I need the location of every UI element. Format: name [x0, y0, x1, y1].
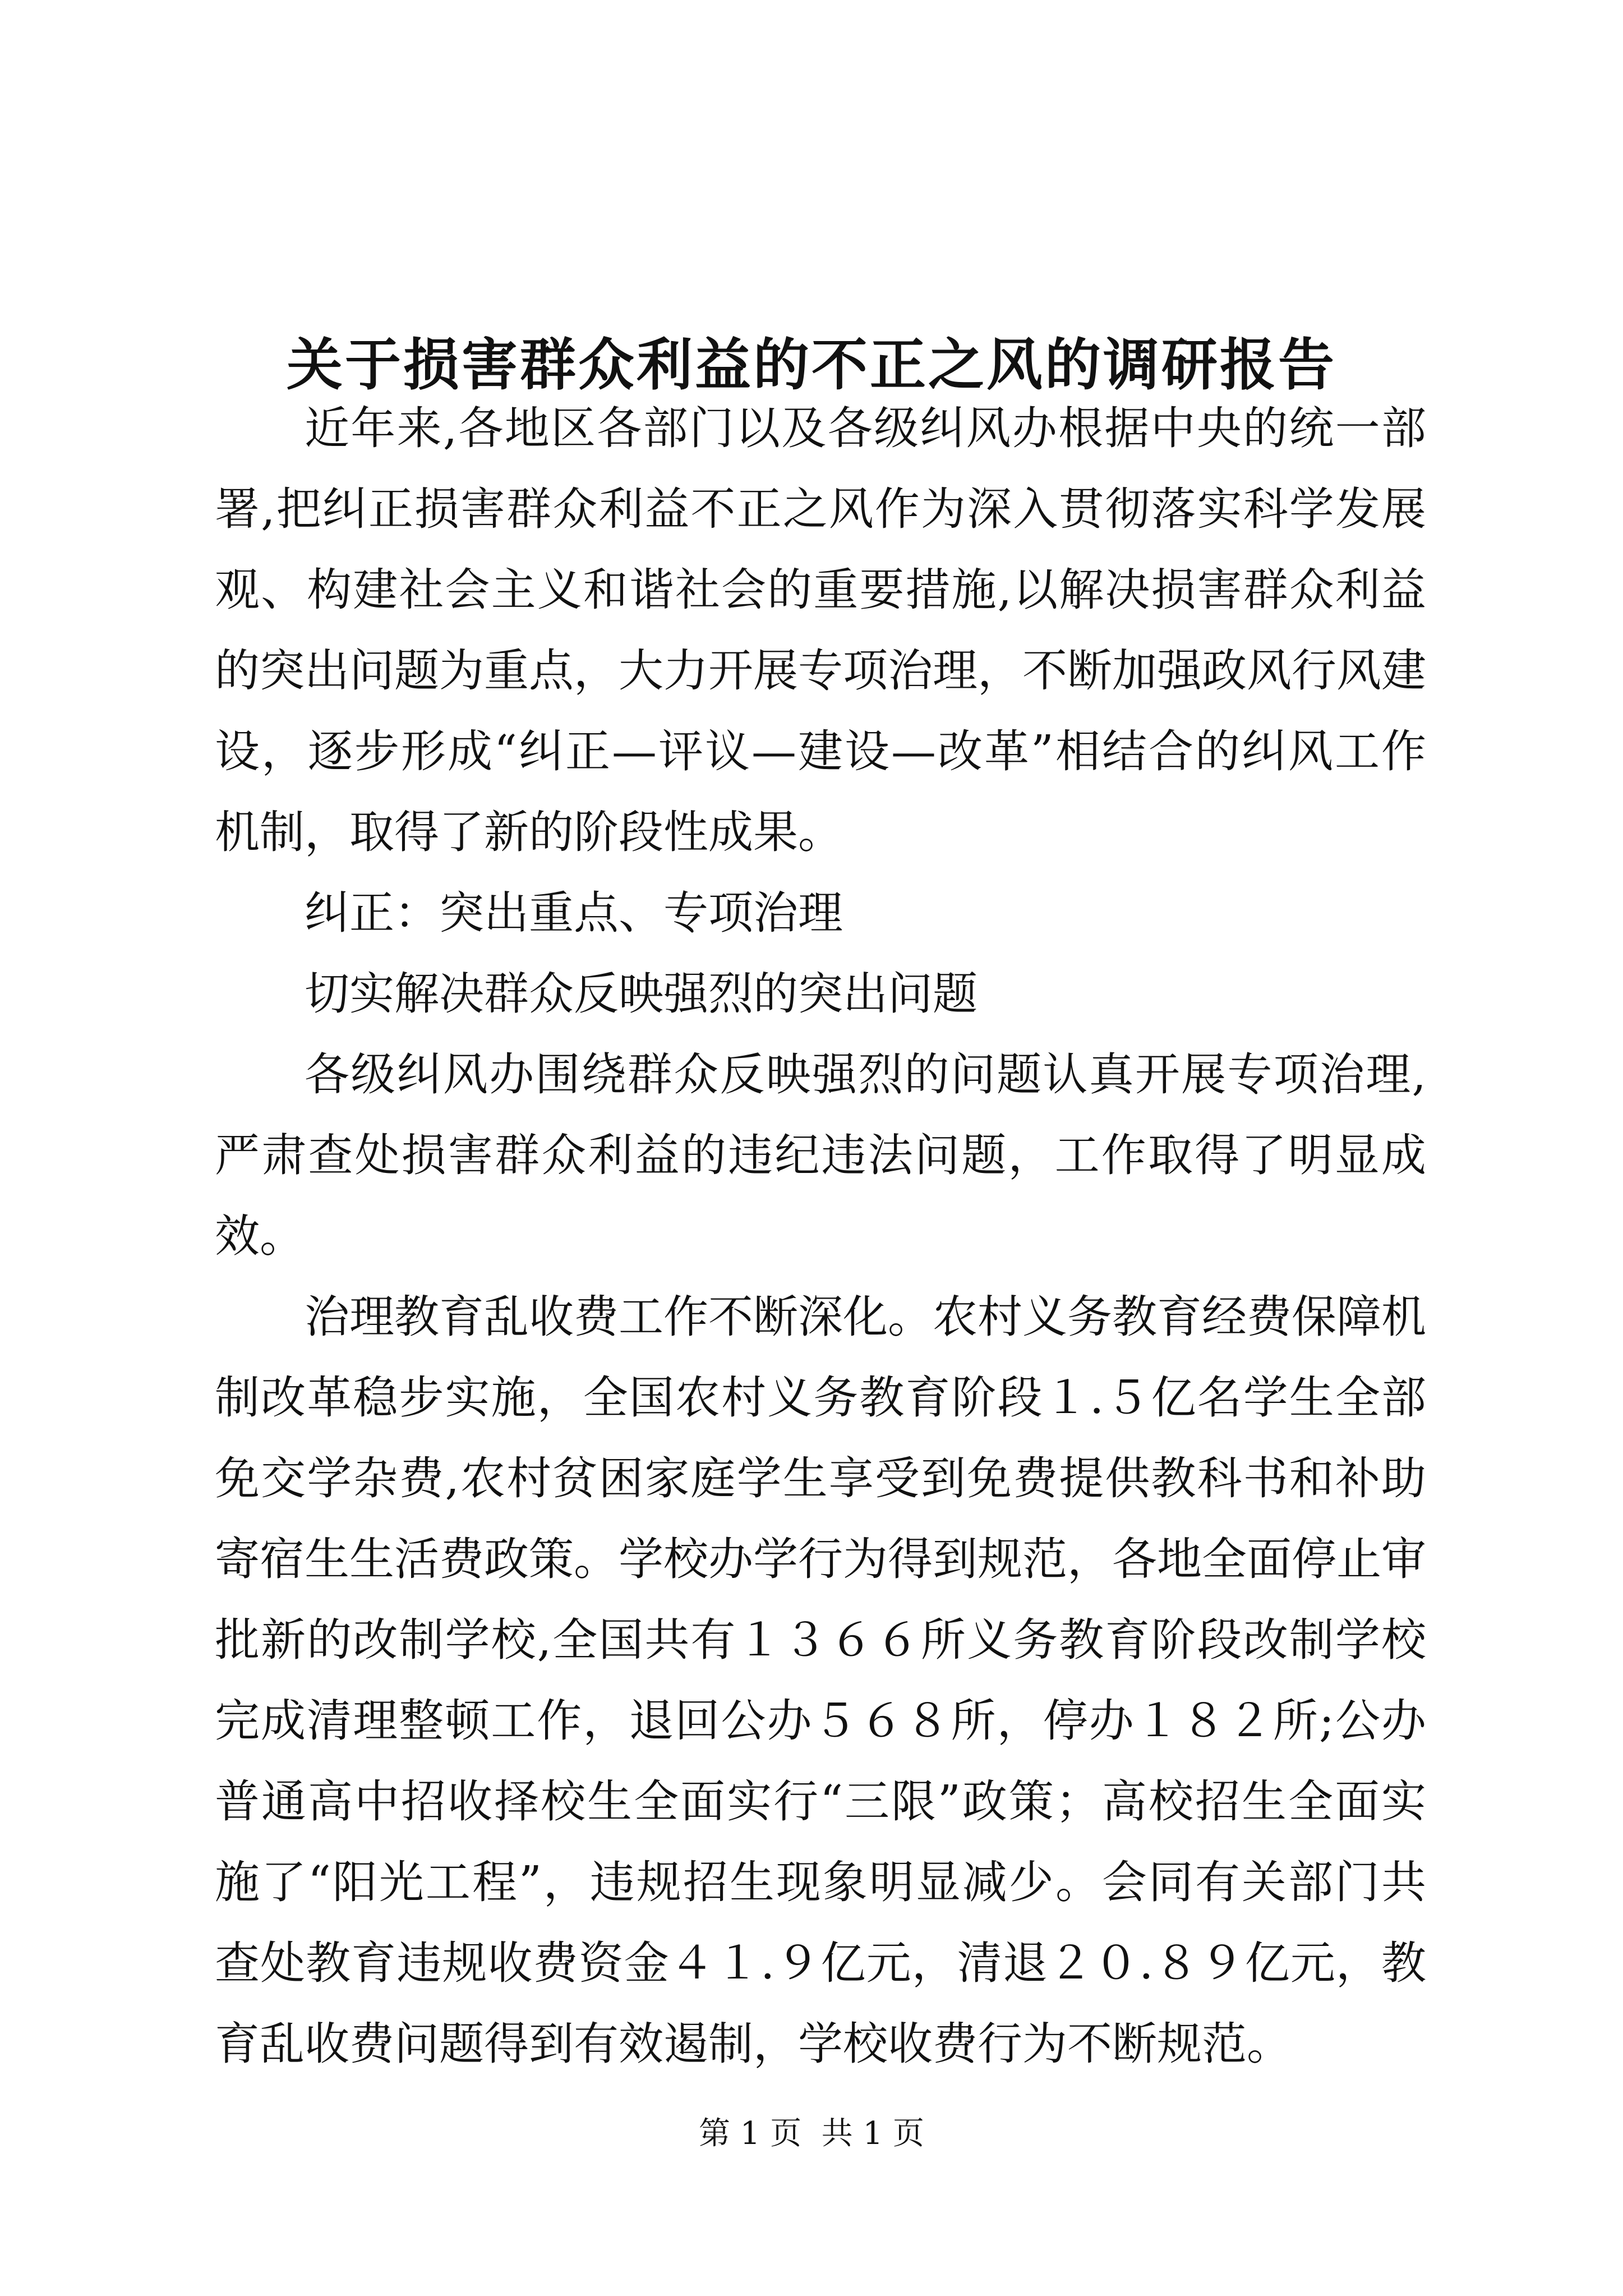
- body-paragraph: 治理教育乱收费工作不断深化。农村义务教育经费保障机制改革稳步实施，全国农村义务教育阶段１.５亿名学生全部免交学杂费,农村贫困家庭学生享受到免费提供教科书和补助寄宿生生活费政策。学校办学行为得到规范，各地全面停止审批新的改制学校,全国共有１３６６所义务教育阶段改制学校完成清理整顿工作，退回公办５６８所，停办１８２所;公办普通高中招收择校生全面实行“三限”政策；高校招生全面实施了“阳光工程”，违规招生现象明显减少。会同有关部门共查处教育违规收费资金４１.９亿元，清退２０.８９亿元，教育乱收费问题得到有效遏制，学校收费行为不断规范。: [215, 1291, 1426, 2070]
- document-body: [215, 388, 1426, 2085]
- subsection-heading: 切实解决群众反映强烈的突出问题: [305, 968, 978, 1020]
- body-paragraph: 各级纠风办围绕群众反映强烈的问题认真开展专项治理,严肃查处损害群众利益的违纪违法问题，工作取得了明显成效。: [215, 1048, 1426, 1262]
- section-heading: 纠正：突出重点、专项治理: [305, 887, 843, 939]
- intro-paragraph: 近年来,各地区各部门以及各级纠风办根据中央的统一部署,把纠正损害群众利益不正之风作为深入贯彻落实科学发展观、构建社会主义和谐社会的重要措施,以解决损害群众利益的突出问题为重点，大力开展专项治理，不断加强政风行风建设，逐步形成“纠正—评议—建设—改革”相结合的纠风工作机制，取得了新的阶段性成果。: [215, 402, 1426, 858]
- page-number-footer: 第 1 页 共 1 页: [698, 2115, 925, 2152]
- document-title: 关于损害群众利益的不正之风的调研报告: [287, 332, 1336, 398]
